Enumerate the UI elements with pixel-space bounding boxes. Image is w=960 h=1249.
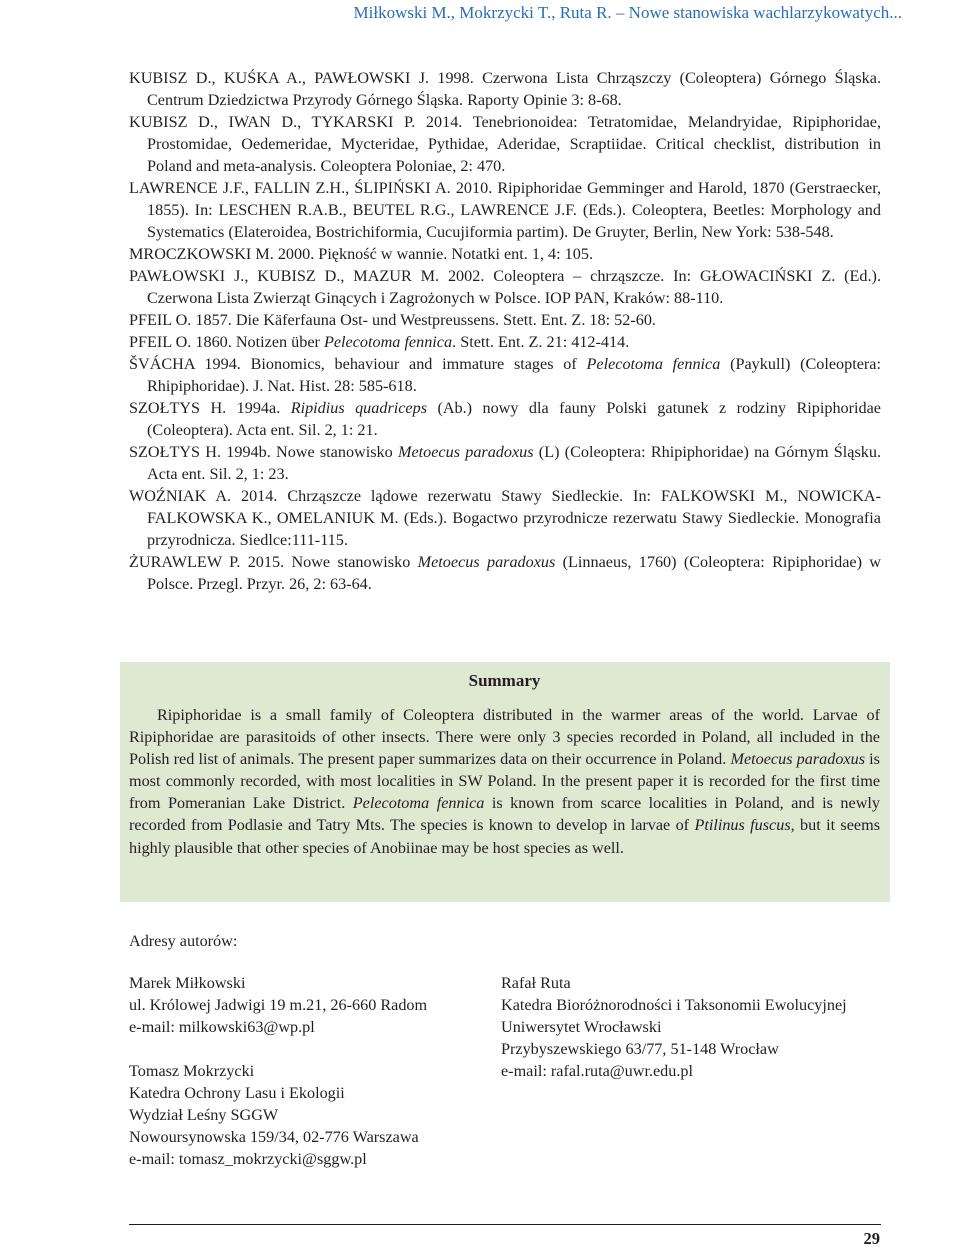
summary-title: Summary (468, 671, 541, 690)
text-segment: (Ab.) nowy dla fauny Polski gatunek z rodziny Ripiphoridae (Coleoptera). Acta ent. Sil. 2, 1: 21. (147, 399, 881, 439)
footer-rule (129, 1224, 881, 1225)
author-email: e-mail: milkowski63@wp.pl (129, 1018, 315, 1036)
text-segment: SZOŁTYS H. 1994b. Nowe stanowisko (129, 443, 398, 461)
page-number: 29 (863, 1229, 880, 1248)
text-segment: (Paykull) (Coleoptera: Rhipiphoridae). J. Nat. Hist. 28: 585-618. (147, 355, 881, 395)
author-address (129, 1060, 427, 1170)
reference-entry (129, 67, 881, 111)
text-segment: is most commonly recorded, with most localities in SW Poland. In the present paper it is recorded for the first time from Pomeranian Lake District. (129, 750, 880, 813)
reference-entry (129, 485, 881, 551)
author-address (501, 972, 847, 1082)
addresses-left-column (129, 972, 427, 1170)
reference-entry (129, 331, 881, 353)
author-email: e-mail: tomasz_mokrzycki@sggw.pl (129, 1150, 367, 1168)
species-name: Metoecus paradoxus (417, 553, 556, 571)
text-segment: SZOŁTYS H. 1994a. (129, 399, 291, 417)
reference-entry (129, 397, 881, 441)
address-line: ul. Królowej Jadwigi 19 m.21, 26-660 Radom (129, 996, 428, 1014)
text-segment: ŠVÁCHA 1994. Bionomics, behaviour and immature stages of (129, 355, 587, 373)
species-name: Pelecotoma fennica (352, 794, 485, 813)
address-line: Katedra Ochrony Lasu i Ekologii (129, 1084, 345, 1102)
text-segment: WOŹNIAK A. 2014. Chrząszcze lądowe rezerwatu Stawy Siedleckie. In: FALKOWSKI M., NOWICKA-FALKOWSKA K., OMELANIUK M. (Eds.). Bogactwo przyrodnicze rezerwatu Stawy Siedleckie. Monografia przyrodnicza. Siedlce:111-115. (129, 487, 881, 549)
running-header: Miłkowski M., Mokrzycki T., Ruta R. – Nowe stanowiska wachlarzykowatych... (353, 3, 902, 22)
addresses-right-column (501, 972, 847, 1082)
text-segment: , but it seems highly plausible that other species of Anobiinae may be host species as well. (129, 816, 880, 857)
text-segment: KUBISZ D., IWAN D., TYKARSKI P. 2014. Tenebrionoidea: Tetratomidae, Melandryidae, Ripiphoridae, Prostomidae, Oedemeridae, Mycteridae, Pythidae, Aderidae, Scraptiidae. Critical checklist, distribution in Poland and meta-analysis. Coleoptera Poloniae, 2: 470. (129, 113, 881, 175)
reference-entry (129, 309, 881, 331)
reference-entry (129, 111, 881, 177)
address-line: Przybyszewskiego 63/77, 51-148 Wrocław (501, 1040, 779, 1058)
text-segment: LAWRENCE J.F., FALLIN Z.H., ŚLIPIŃSKI A. 2010. Ripiphoridae Gemminger and Harold, 1870 (Gerstraecker, 1855). In: LESCHEN R.A.B., BEUTEL R.G., LAWRENCE J.F. (Eds.). Coleoptera, Beetles: Morphology and Systematics (Elateroidea, Bostrichiformia, Cucujiformia partim). De Gruyter, Berlin, New York: 538-548. (129, 179, 881, 241)
text-segment: Ripiphoridae is a small family of Coleoptera distributed in the warmer areas of the world. Larvae of Ripiphoridae are parasitoids of other insects. There were only 3 species recorded in Poland, all included in the Polish red list of animals. The present paper summarizes data on their occurrence in Poland. (129, 706, 880, 769)
species-name: Ripidius quadriceps (290, 399, 428, 417)
summary-text (129, 704, 880, 859)
species-name: Metoecus paradoxus (397, 443, 534, 461)
author-email: e-mail: rafal.ruta@uwr.edu.pl (501, 1062, 693, 1080)
text-segment: (L) (Coleoptera: Rhipiphoridae) na Górnym Śląsku. Acta ent. Sil. 2, 1: 23. (147, 443, 881, 483)
reference-list (129, 67, 881, 595)
text-segment: PAWŁOWSKI J., KUBISZ D., MAZUR M. 2002. Coleoptera – chrząszcze. In: GŁOWACIŃSKI Z. (Ed.). Czerwona Lista Zwierząt Ginących i Zagrożonych w Polsce. IOP PAN, Kraków: 88-110. (129, 267, 881, 307)
species-name: Metoecus paradoxus (730, 750, 866, 769)
address-line: Nowoursynowska 159/34, 02-776 Warszawa (129, 1128, 419, 1146)
reference-entry (129, 353, 881, 397)
address-gap (129, 1038, 427, 1060)
text-segment: . Stett. Ent. Z. 21: 412-414. (452, 333, 630, 351)
text-segment: is known from scarce localities in Poland, and is newly recorded from Podlasie and Tatry Mts. The species is known to develop in larvae of (129, 794, 880, 835)
text-segment: (Linnaeus, 1760) (Coleoptera: Ripiphoridae) w Polsce. Przegl. Przyr. 26, 2: 63-64. (147, 553, 881, 593)
address-line: Rafał Ruta (501, 974, 571, 992)
text-segment: ŻURAWLEW P. 2015. Nowe stanowisko (129, 553, 418, 571)
address-line: Marek Miłkowski (129, 974, 246, 992)
species-name: Pelecotoma fennica (586, 355, 721, 373)
reference-entry (129, 243, 881, 265)
reference-entry (129, 551, 881, 595)
summary-box (120, 662, 890, 902)
address-line: Katedra Bioróżnorodności i Taksonomii Ewolucyjnej (501, 996, 847, 1014)
address-line: Uniwersytet Wrocławski (501, 1018, 662, 1036)
text-segment: PFEIL O. 1857. Die Käferfauna Ost- und Westpreussens. Stett. Ent. Z. 18: 52-60. (129, 311, 656, 329)
text-segment: MROCZKOWSKI M. 2000. Piękność w wannie. Notatki ent. 1, 4: 105. (129, 245, 594, 263)
reference-entry (129, 265, 881, 309)
addresses-heading: Adresy autorów: (129, 932, 238, 950)
species-name: Ptilinus fuscus (694, 816, 791, 835)
author-address (129, 972, 427, 1038)
address-line: Wydział Leśny SGGW (129, 1106, 279, 1124)
text-segment: PFEIL O. 1860. Notizen über (129, 333, 324, 351)
address-line: Tomasz Mokrzycki (129, 1062, 255, 1080)
text-segment: KUBISZ D., KUŚKA A., PAWŁOWSKI J. 1998. Czerwona Lista Chrząszczy (Coleoptera) Górnego Śląska. Centrum Dziedzictwa Przyrody Górnego Śląska. Raporty Opinie 3: 8-68. (129, 69, 881, 109)
reference-entry (129, 441, 881, 485)
reference-entry (129, 177, 881, 243)
species-name: Pelecotoma fennica (323, 333, 453, 351)
